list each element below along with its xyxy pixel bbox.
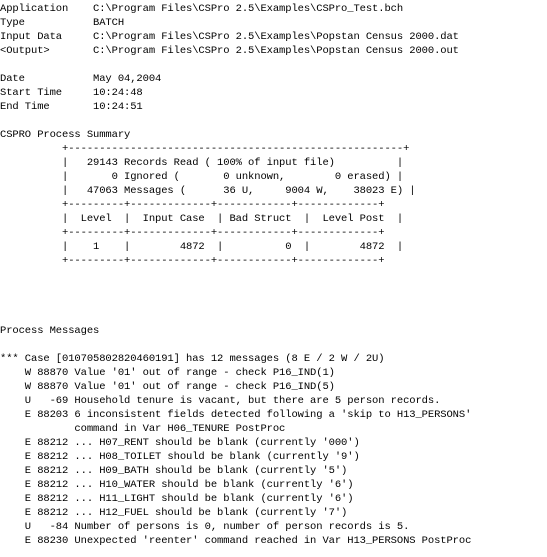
process-messages-title: Process Messages	[0, 325, 100, 337]
date-line: Date May 04,2004	[0, 73, 162, 85]
start-time-line: Start Time 10:24:48	[0, 87, 143, 99]
message-line: E 88212 ... H12_FUEL should be blank (currently '7')	[0, 507, 348, 519]
message-line: E 88212 ... H10_WATER should be blank (currently '6')	[0, 479, 354, 491]
message-line: E 88212 ... H11_LIGHT should be blank (currently '6')	[0, 493, 354, 505]
records-read-line: | 29143 Records Read ( 100% of input file) |	[0, 157, 404, 169]
type-line: Type BATCH	[0, 17, 125, 29]
summary-title: CSPRO Process Summary	[0, 129, 131, 141]
ignored-line: | 0 Ignored ( 0 unknown, 0 erased) |	[0, 171, 404, 183]
message-line: W 88870 Value '01' out of range - check P16_IND(1)	[0, 367, 335, 379]
application-line: Application C:\Program Files\CSPro 2.5\Examples\CSPro_Test.bch	[0, 3, 404, 15]
message-line: E 88212 ... H09_BATH should be blank (currently '5')	[0, 465, 348, 477]
message-line: E 88230 Unexpected 'reenter' command reached in Var H13_PERSONS PostProc	[0, 535, 472, 547]
end-time-line: End Time 10:24:51	[0, 101, 143, 113]
summary-separator: +---------+-------------+------------+-------------+	[0, 199, 385, 211]
messages-count-line: | 47063 Messages ( 36 U, 9004 W, 38023 E) |	[0, 185, 416, 197]
summary-column-headers: | Level | Input Case | Bad Struct | Level Post |	[0, 213, 404, 225]
message-line: U -69 Household tenure is vacant, but there are 5 person records.	[0, 395, 441, 407]
summary-box-top: +------------------------------------------------------+	[0, 143, 410, 155]
message-line: command in Var H06_TENURE PostProc	[0, 423, 286, 435]
message-line: E 88212 ... H08_TOILET should be blank (currently '9')	[0, 451, 360, 463]
summary-row: | 1 | 4872 | 0 | 4872 |	[0, 241, 404, 253]
message-line: E 88203 6 inconsistent fields detected following a 'skip to H13_PERSONS'	[0, 409, 472, 421]
message-line: E 88212 ... H07_RENT should be blank (currently '000')	[0, 437, 360, 449]
output-line: <Output> C:\Program Files\CSPro 2.5\Examples\Popstan Census 2000.out	[0, 45, 459, 57]
summary-separator: +---------+-------------+------------+-------------+	[0, 227, 385, 239]
message-line: W 88870 Value '01' out of range - check P16_IND(5)	[0, 381, 335, 393]
input-data-line: Input Data C:\Program Files\CSPro 2.5\Examples\Popstan Census 2000.dat	[0, 31, 459, 43]
summary-box-bottom: +---------+-------------+------------+-------------+	[0, 255, 385, 267]
message-line: U -84 Number of persons is 0, number of person records is 5.	[0, 521, 410, 533]
case-header-line: *** Case [010705802820460191] has 12 messages (8 E / 2 W / 2U)	[0, 353, 385, 365]
